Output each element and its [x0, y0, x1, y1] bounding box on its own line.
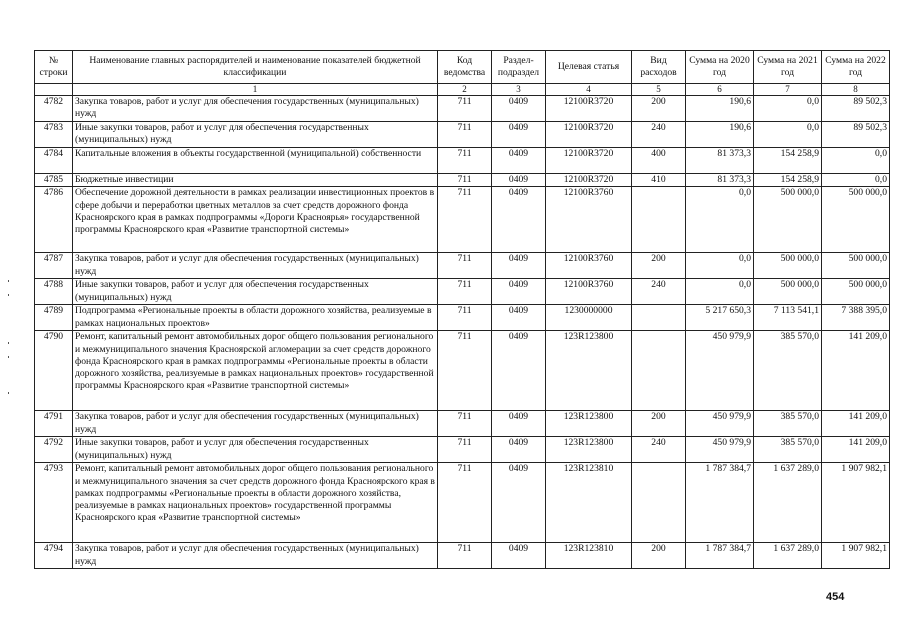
cell-num: 4784 [35, 148, 73, 174]
cell-name: Ремонт, капитальный ремонт автомобильных дорог общего пользования регионального и межмуниципального значения за счет средств дорожного фонда Красноярского края в рамках подпрограммы «Региональные проекты в области дорожного хозяйства, реализуемые в рамках национальных проектов» государственной программы Красноярского края «Развитие транспортной системы» [73, 463, 438, 543]
column-number: 6 [686, 84, 754, 96]
cell-cel: 12100R3720 [546, 174, 632, 187]
cell-vid [632, 187, 686, 253]
table-row [35, 279, 890, 305]
table-row [35, 96, 890, 122]
cell-s2021: 7 113 541,1 [754, 305, 822, 331]
cell-razd: 0409 [492, 122, 546, 148]
table-body [35, 96, 890, 569]
cell-s2020: 190,6 [686, 96, 754, 122]
header-sum-2021: Сумма на 2021 год [754, 51, 822, 84]
cell-s2020: 450 979,9 [686, 331, 754, 411]
cell-cel: 123R123800 [546, 331, 632, 411]
cell-s2022: 0,0 [822, 148, 890, 174]
table-row [35, 305, 890, 331]
cell-num: 4790 [35, 331, 73, 411]
cell-s2020: 81 373,3 [686, 148, 754, 174]
table-row [35, 253, 890, 279]
cell-vid: 200 [632, 96, 686, 122]
cell-cel: 123R123810 [546, 543, 632, 569]
cell-name: Бюджетные инвестиции [73, 174, 438, 187]
table-row [35, 187, 890, 253]
cell-razd: 0409 [492, 187, 546, 253]
cell-s2022: 1 907 982,1 [822, 463, 890, 543]
cell-s2022: 500 000,0 [822, 253, 890, 279]
table-row [35, 437, 890, 463]
cell-s2021: 385 570,0 [754, 411, 822, 437]
column-number: 1 [73, 84, 438, 96]
budget-table [34, 50, 890, 569]
cell-vid: 200 [632, 253, 686, 279]
page-number: 454 [826, 591, 845, 603]
cell-num: 4782 [35, 96, 73, 122]
cell-name: Подпрограмма «Региональные проекты в области дорожного хозяйства, реализуемые в рамках национальных проектов» [73, 305, 438, 331]
cell-vid: 240 [632, 437, 686, 463]
cell-ved: 711 [438, 437, 492, 463]
cell-name: Ремонт, капитальный ремонт автомобильных дорог общего пользования регионального и межмуниципального значения Красноярской агломерации за счет средств дорожного фонда Красноярского края в рамках подпрограммы «Региональные проекты в области дорожного хозяйства, реализуемые в рамках национальных проектов» государственной программы Красноярского края «Развитие транспортной системы» [73, 331, 438, 411]
cell-ved: 711 [438, 331, 492, 411]
table-row [35, 411, 890, 437]
column-number: 2 [438, 84, 492, 96]
cell-s2021: 154 258,9 [754, 148, 822, 174]
cell-ved: 711 [438, 305, 492, 331]
cell-num: 4793 [35, 463, 73, 543]
cell-vid [632, 305, 686, 331]
cell-num: 4794 [35, 543, 73, 569]
cell-num: 4785 [35, 174, 73, 187]
cell-s2022: 0,0 [822, 174, 890, 187]
cell-s2020: 1 787 384,7 [686, 543, 754, 569]
header-expense-type: Вид расходов [632, 51, 686, 84]
table-row [35, 543, 890, 569]
cell-num: 4787 [35, 253, 73, 279]
cell-num: 4788 [35, 279, 73, 305]
cell-s2021: 385 570,0 [754, 437, 822, 463]
table-row [35, 463, 890, 543]
cell-razd: 0409 [492, 437, 546, 463]
cell-name: Иные закупки товаров, работ и услуг для обеспечения государственных (муниципальных) нужд [73, 437, 438, 463]
cell-s2020: 81 373,3 [686, 174, 754, 187]
header-sum-2022: Сумма на 2022 год [822, 51, 890, 84]
cell-s2022: 141 209,0 [822, 437, 890, 463]
cell-s2020: 450 979,9 [686, 411, 754, 437]
cell-ved: 711 [438, 463, 492, 543]
cell-ved: 711 [438, 148, 492, 174]
cell-razd: 0409 [492, 463, 546, 543]
cell-ved: 711 [438, 411, 492, 437]
cell-cel: 12100R3720 [546, 148, 632, 174]
cell-s2020: 450 979,9 [686, 437, 754, 463]
cell-cel: 12100R3720 [546, 96, 632, 122]
cell-cel: 12100R3760 [546, 279, 632, 305]
cell-cel: 12100R3760 [546, 253, 632, 279]
cell-num: 4791 [35, 411, 73, 437]
cell-num: 4786 [35, 187, 73, 253]
cell-s2021: 500 000,0 [754, 253, 822, 279]
cell-num: 4783 [35, 122, 73, 148]
cell-vid [632, 463, 686, 543]
cell-s2022: 500 000,0 [822, 279, 890, 305]
cell-vid: 200 [632, 543, 686, 569]
cell-s2021: 385 570,0 [754, 331, 822, 411]
cell-razd: 0409 [492, 543, 546, 569]
column-number: 5 [632, 84, 686, 96]
header-sum-2020: Сумма на 2020 год [686, 51, 754, 84]
cell-num: 4789 [35, 305, 73, 331]
cell-razd: 0409 [492, 174, 546, 187]
cell-vid: 400 [632, 148, 686, 174]
cell-s2020: 0,0 [686, 187, 754, 253]
cell-s2022: 500 000,0 [822, 187, 890, 253]
cell-ved: 711 [438, 96, 492, 122]
cell-s2022: 7 388 395,0 [822, 305, 890, 331]
column-number: 7 [754, 84, 822, 96]
cell-name: Обеспечение дорожной деятельности в рамках реализации инвестиционных проектов в сфере добычи и переработки цветных металлов за счет средств дорожного фонда Красноярского края в рамках подпрограммы «Дороги Красноярья» государственной программы Красноярского края «Развитие транспортной системы» [73, 187, 438, 253]
column-number: 8 [822, 84, 890, 96]
cell-cel: 123R123810 [546, 463, 632, 543]
cell-vid [632, 331, 686, 411]
cell-s2021: 0,0 [754, 96, 822, 122]
table-row [35, 148, 890, 174]
cell-razd: 0409 [492, 305, 546, 331]
cell-vid: 200 [632, 411, 686, 437]
cell-s2022: 141 209,0 [822, 331, 890, 411]
table-row [35, 122, 890, 148]
cell-name: Закупка товаров, работ и услуг для обеспечения государственных (муниципальных) нужд [73, 411, 438, 437]
cell-s2021: 500 000,0 [754, 187, 822, 253]
cell-cel: 1230000000 [546, 305, 632, 331]
column-number: 3 [492, 84, 546, 96]
cell-name: Иные закупки товаров, работ и услуг для обеспечения государственных (муниципальных) нужд [73, 122, 438, 148]
cell-ved: 711 [438, 122, 492, 148]
cell-cel: 12100R3720 [546, 122, 632, 148]
scan-margin-marks [8, 280, 12, 400]
cell-s2021: 154 258,9 [754, 174, 822, 187]
cell-razd: 0409 [492, 148, 546, 174]
cell-name: Иные закупки товаров, работ и услуг для обеспечения государственных (муниципальных) нужд [73, 279, 438, 305]
cell-name: Закупка товаров, работ и услуг для обеспечения государственных (муниципальных) нужд [73, 543, 438, 569]
column-number [35, 84, 73, 96]
cell-vid: 240 [632, 279, 686, 305]
header-department-code: Код ведомства [438, 51, 492, 84]
cell-cel: 12100R3760 [546, 187, 632, 253]
cell-ved: 711 [438, 543, 492, 569]
cell-s2021: 0,0 [754, 122, 822, 148]
header-name: Наименование главных распорядителей и наименование показателей бюджетной классификации [73, 51, 438, 84]
cell-razd: 0409 [492, 331, 546, 411]
cell-name: Капитальные вложения в объекты государственной (муниципальной) собственности [73, 148, 438, 174]
header-target-article: Целевая статья [546, 51, 632, 84]
cell-s2022: 89 502,3 [822, 122, 890, 148]
cell-ved: 711 [438, 253, 492, 279]
cell-s2020: 1 787 384,7 [686, 463, 754, 543]
cell-razd: 0409 [492, 411, 546, 437]
cell-ved: 711 [438, 187, 492, 253]
cell-razd: 0409 [492, 96, 546, 122]
cell-ved: 711 [438, 279, 492, 305]
cell-name: Закупка товаров, работ и услуг для обеспечения государственных (муниципальных) нужд [73, 96, 438, 122]
cell-razd: 0409 [492, 279, 546, 305]
cell-name: Закупка товаров, работ и услуг для обеспечения государственных (муниципальных) нужд [73, 253, 438, 279]
cell-s2021: 1 637 289,0 [754, 543, 822, 569]
cell-s2021: 500 000,0 [754, 279, 822, 305]
cell-s2020: 0,0 [686, 279, 754, 305]
cell-ved: 711 [438, 174, 492, 187]
column-number: 4 [546, 84, 632, 96]
cell-cel: 123R123800 [546, 437, 632, 463]
cell-s2022: 1 907 982,1 [822, 543, 890, 569]
table-row [35, 331, 890, 411]
cell-vid: 410 [632, 174, 686, 187]
cell-s2021: 1 637 289,0 [754, 463, 822, 543]
cell-s2020: 190,6 [686, 122, 754, 148]
cell-cel: 123R123800 [546, 411, 632, 437]
cell-s2020: 5 217 650,3 [686, 305, 754, 331]
cell-s2022: 89 502,3 [822, 96, 890, 122]
header-section: Раздел- подраздел [492, 51, 546, 84]
header-row-number: № строки [35, 51, 73, 84]
table-row [35, 174, 890, 187]
cell-s2020: 0,0 [686, 253, 754, 279]
cell-razd: 0409 [492, 253, 546, 279]
cell-s2022: 141 209,0 [822, 411, 890, 437]
cell-vid: 240 [632, 122, 686, 148]
cell-num: 4792 [35, 437, 73, 463]
